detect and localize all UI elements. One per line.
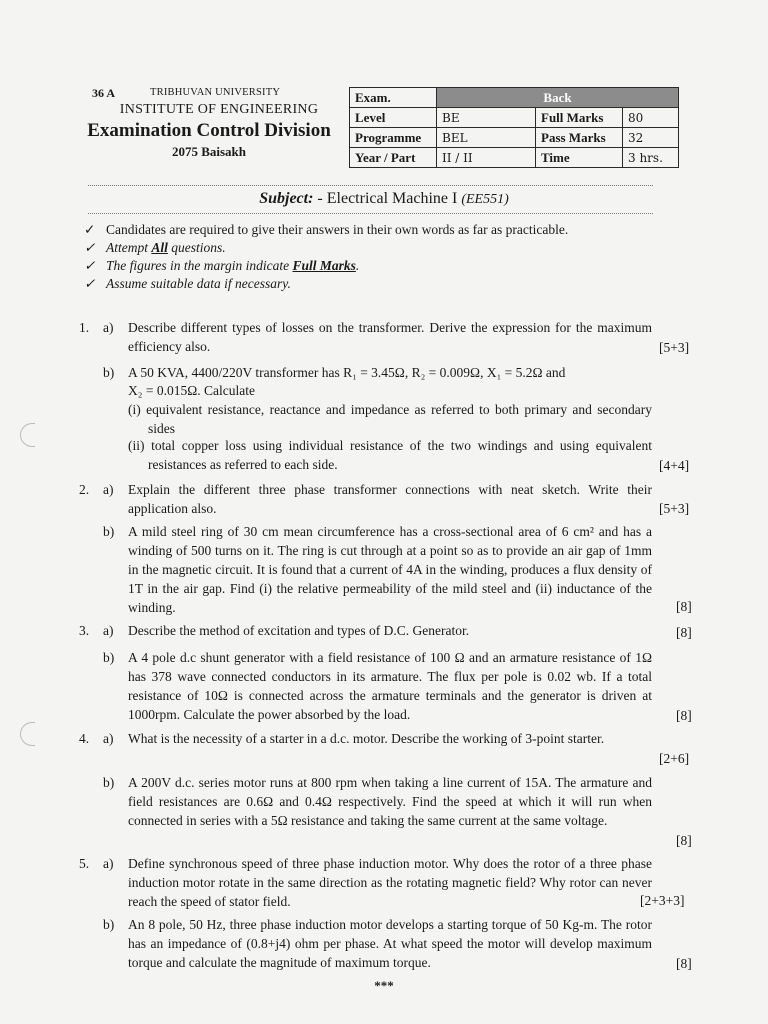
- question-text: A 4 pole d.c shunt generator with a field resistance of 100 Ω and an armature resistance of 1Ω has 378 wave connected conductors in its armature. The flux per pole is 0.02 wb. If a total resistance of 10Ω is connected across the armature terminals and the generator is driven at 1000rpm. Calculate the power absorbed by the load.: [128, 650, 652, 722]
- divider-line: [88, 185, 653, 186]
- question-text: What is the necessity of a starter in a d.c. motor. Describe the working of 3-point starter.: [128, 731, 605, 746]
- checkmark-icon: ✓: [84, 258, 96, 273]
- binding-hole-mark: [20, 722, 35, 746]
- marks-label: [8]: [676, 708, 692, 723]
- exam-date: 2075 Baisakh: [171, 144, 247, 159]
- question-text: A mild steel ring of 30 cm mean circumference has a cross-sectional area of 6 cm² and has a winding of 500 turns on it. The ring is cut through at a point so as to provide an air gap of 1mm in the magnetic circuit. It is found that a current of 4A in the winding, produces a flux density of 1T in the air gap. Find (i) the relative permeability of the mild steel and (ii) inductance of the winding.: [128, 524, 652, 615]
- question-number: 3.: [79, 623, 90, 638]
- divider-line: [88, 213, 653, 214]
- marks-label: [8]: [676, 625, 692, 640]
- checkmark-icon: ✓: [84, 240, 96, 255]
- subject-code: (EE551): [461, 192, 509, 207]
- marks-label: [8]: [676, 956, 692, 971]
- pass-marks-label: Pass Marks: [536, 128, 623, 148]
- full-marks-label: Full Marks: [536, 108, 623, 128]
- question-number: 4.: [79, 731, 90, 746]
- subject-name: - Electrical Machine I: [313, 190, 462, 207]
- part-label: a): [103, 623, 114, 638]
- instruction-text: Attempt: [106, 240, 152, 255]
- part-label: a): [103, 856, 114, 871]
- part-label: a): [103, 482, 114, 497]
- question-number: 5.: [79, 856, 90, 871]
- part-label: b): [103, 650, 115, 665]
- instruction-text: The figures in the margin indicate: [106, 258, 293, 273]
- time-label: Time: [536, 148, 623, 168]
- marks-label: [2+3+3]: [640, 893, 685, 908]
- year-part-label: Year / Part: [350, 148, 437, 168]
- question-subpart: (i) equivalent resistance, reactance and impedance as referred to both primary and secondary sides: [128, 402, 652, 436]
- part-label: b): [103, 775, 115, 790]
- instruction-text: Candidates are required to give their answers in their own words as far as practicable.: [106, 222, 569, 237]
- question-subpart: (ii) total copper loss using individual resistance of the two windings and using equivalent resistances as referred to each side.: [128, 438, 652, 472]
- end-of-paper-marker: ***: [374, 978, 394, 993]
- instruction-text: questions.: [167, 240, 226, 255]
- division-name: Examination Control Division: [87, 120, 331, 141]
- marks-label: [4+4]: [659, 458, 690, 473]
- question-text: An 8 pole, 50 Hz, three phase induction motor develops a starting torque of 50 Kg-m. The rotor has an impedance of (0.8+j4) ohm per phase. At what speed the motor will develop maximum torque and calculate the magnitude of maximum torque.: [128, 917, 652, 970]
- instruction-item: [84, 240, 226, 256]
- university-name: TRIBHUVAN UNIVERSITY: [150, 87, 281, 98]
- subject-label: Subject:: [259, 190, 314, 207]
- marks-label: [8]: [676, 599, 692, 614]
- exam-header: [78, 86, 340, 160]
- question-text: A 200V d.c. series motor runs at 800 rpm when taking a line current of 15A. The armature and field resistances are 0.6Ω and 0.4Ω respectively. Find the speed at which it will run when connected in series with a 5Ω resistance and taking the same current at the same voltage.: [128, 775, 652, 828]
- institute-name: INSTITUTE OF ENGINEERING: [119, 102, 319, 117]
- checkmark-icon: ✓: [84, 222, 96, 237]
- instruction-item: [84, 276, 291, 292]
- part-label: a): [103, 320, 114, 335]
- question-text: Explain the different three phase transformer connections with neat sketch. Write their application also.: [128, 482, 652, 516]
- exam-info-table: [349, 87, 679, 168]
- question-text: Describe the method of excitation and types of D.C. Generator.: [128, 623, 470, 638]
- exam-label: Exam.: [350, 88, 437, 108]
- part-label: a): [103, 731, 114, 746]
- level-value: BE: [437, 108, 536, 128]
- question-text: Describe different types of losses on the transformer. Derive the expression for the maximum efficiency also.: [128, 320, 652, 354]
- programme-value: BEL: [437, 128, 536, 148]
- instruction-item: [84, 258, 359, 274]
- part-label: b): [103, 524, 115, 539]
- question-text: Define synchronous speed of three phase induction motor. Why does the rotor of a three phase induction motor rotate in the same direction as the rotating magnetic field? Why rotor can never reach the speed of stator field.: [128, 856, 652, 909]
- exam-type-value: Back: [437, 88, 679, 108]
- question-number: 2.: [79, 482, 90, 497]
- programme-label: Programme: [350, 128, 437, 148]
- instruction-item: [84, 222, 568, 238]
- question-text: A 50 KVA, 4400/220V transformer has R₁ = 3.45Ω, R₂ = 0.009Ω, X₁ = 5.2Ω and: [128, 365, 566, 380]
- full-marks-value: 80: [623, 108, 679, 128]
- marks-label: [2+6]: [659, 751, 690, 766]
- marks-label: [5+3]: [659, 340, 690, 355]
- instruction-text: .: [355, 258, 360, 273]
- part-label: b): [103, 365, 115, 380]
- instruction-text: Assume suitable data if necessary.: [106, 276, 291, 291]
- question-text: X₂ = 0.015Ω. Calculate: [128, 383, 255, 398]
- year-part-value: II / II: [437, 148, 536, 168]
- subject-line: [0, 190, 768, 208]
- instruction-emphasis: Full Marks: [292, 258, 356, 273]
- pass-marks-value: 32: [623, 128, 679, 148]
- instruction-emphasis: All: [151, 240, 168, 255]
- marks-label: [8]: [676, 833, 692, 848]
- level-label: Level: [350, 108, 437, 128]
- time-value: 3 hrs.: [623, 148, 679, 168]
- checkmark-icon: ✓: [84, 276, 96, 291]
- marks-label: [5+3]: [659, 501, 690, 516]
- part-label: b): [103, 917, 115, 932]
- paper-code: 36 A: [92, 86, 116, 100]
- binding-hole-mark: [20, 423, 35, 447]
- question-number: 1.: [79, 320, 90, 335]
